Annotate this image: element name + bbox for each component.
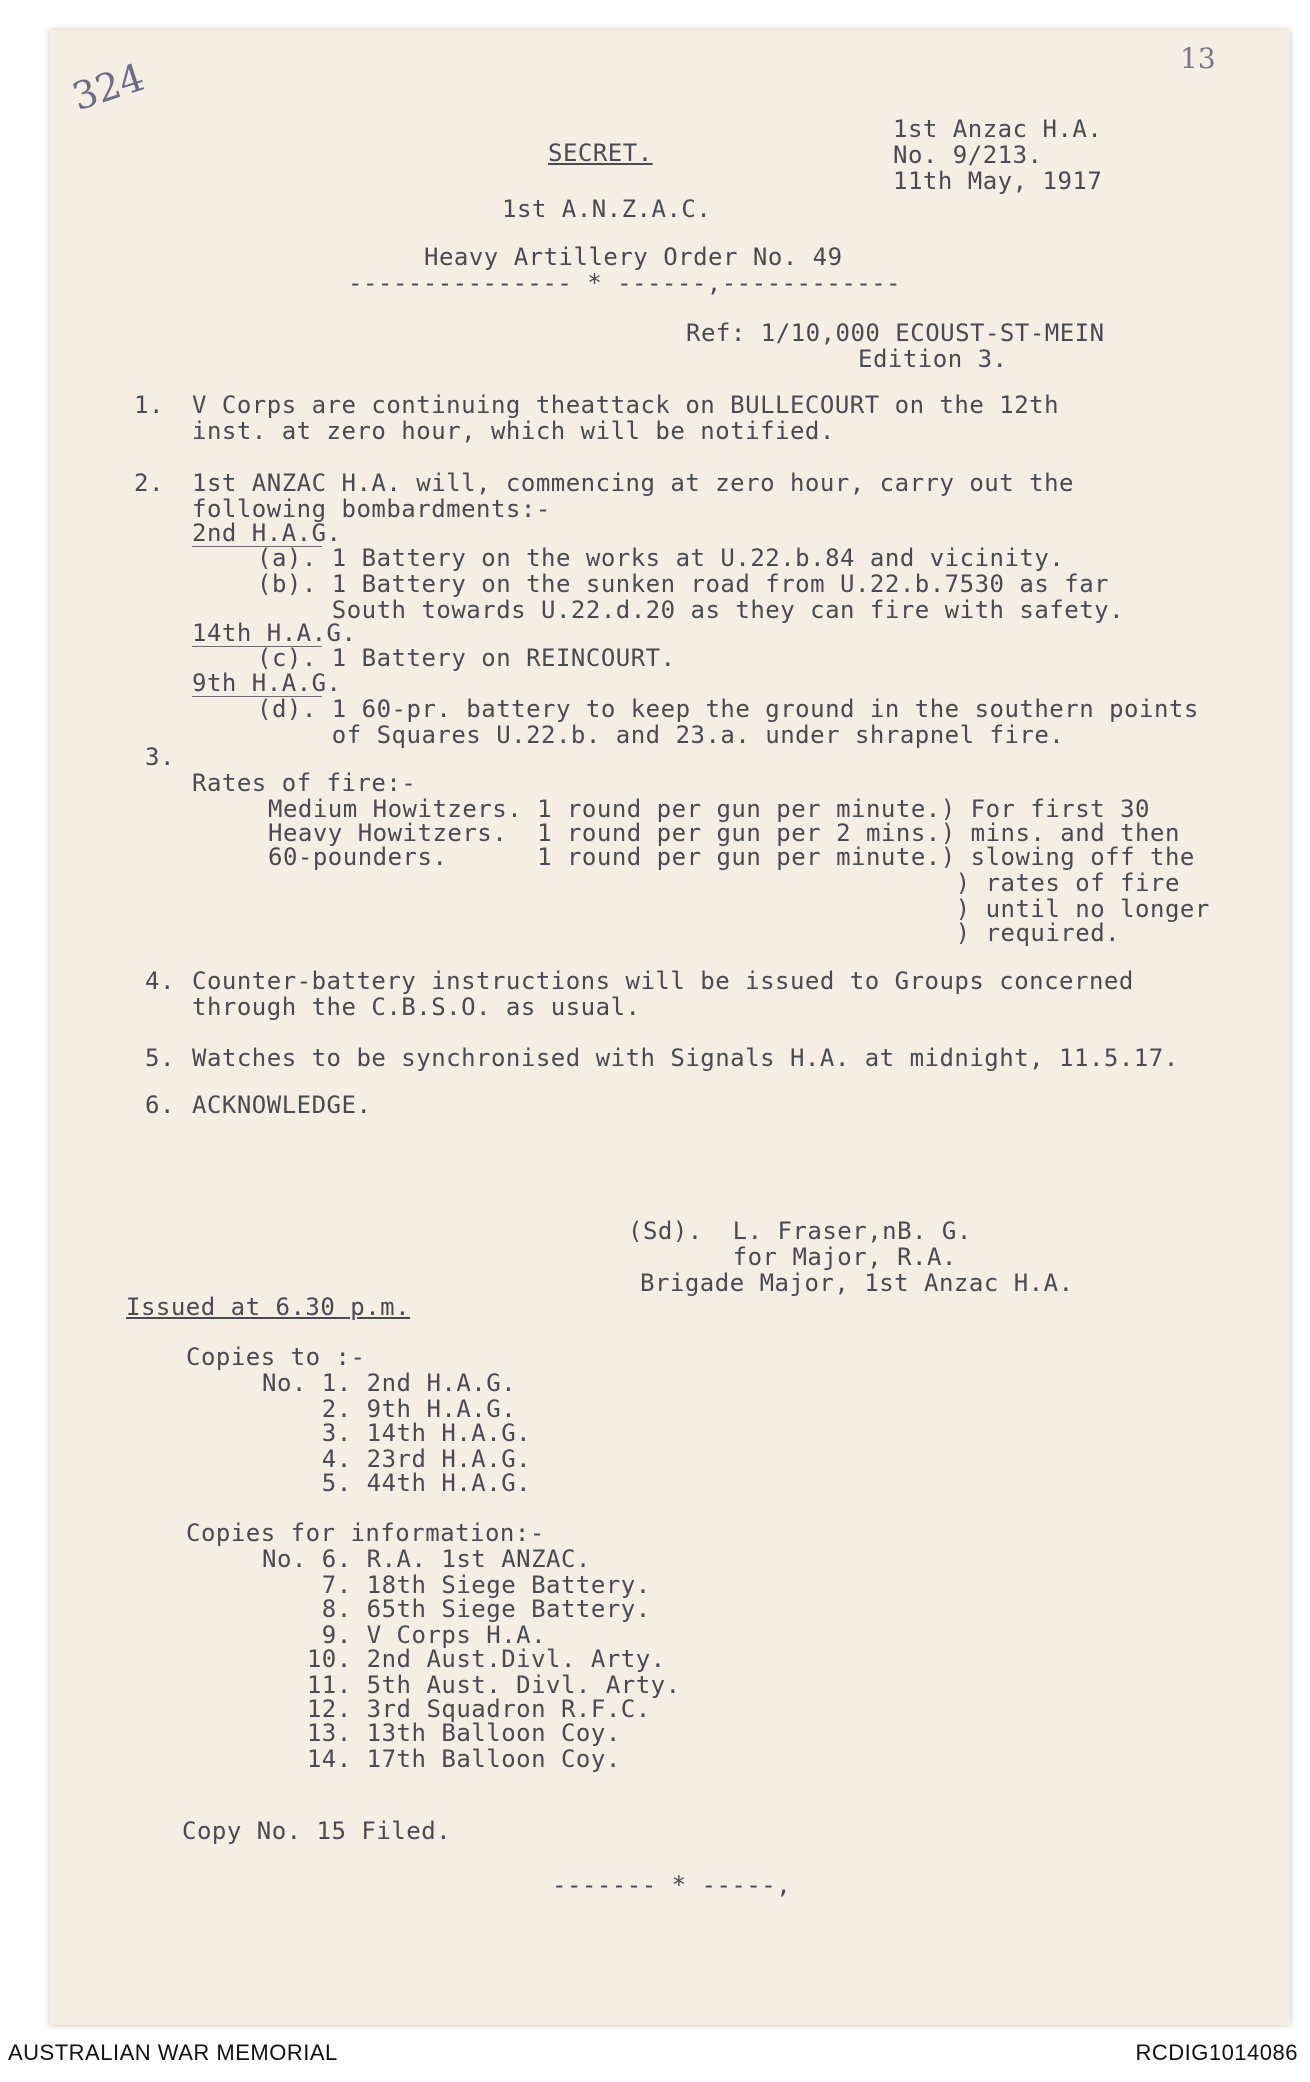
para-1-number: 1.	[134, 391, 164, 419]
map-ref: Ref: 1/10,000 ECOUST-ST-MEIN	[686, 319, 1105, 347]
copy-item: 3. 14th H.A.G.	[262, 1419, 532, 1447]
signature-line: Brigade Major, 1st Anzac H.A.	[640, 1269, 1074, 1297]
heading-divider: --------------- * ------,------------	[348, 269, 902, 297]
rates-title: Rates of fire:-	[192, 769, 417, 797]
para-3-number: 3.	[145, 743, 175, 771]
group-name: 2nd H.A.G.	[192, 519, 342, 547]
copy-item: 4. 23rd H.A.G.	[262, 1445, 532, 1473]
issued-time: Issued at 6.30 p.m.	[126, 1293, 411, 1321]
para-2-line: following bombardments:-	[192, 495, 551, 523]
ref-line-3: 11th May, 1917	[893, 167, 1103, 195]
para-5-number: 5.	[145, 1044, 175, 1072]
copy-info-item: 13. 13th Balloon Coy.	[262, 1719, 621, 1747]
copy-item: 5. 44th H.A.G.	[262, 1469, 532, 1497]
para-6-number: 6.	[145, 1091, 175, 1119]
copy-info-item: 11. 5th Aust. Divl. Arty.	[262, 1671, 681, 1699]
copy-info-item: 7. 18th Siege Battery.	[262, 1571, 651, 1599]
bombardment-item: (a). 1 Battery on the works at U.22.b.84 and vicinity.	[257, 544, 1065, 572]
ref-line-1: 1st Anzac H.A.	[893, 115, 1103, 143]
footer-institution: AUSTRALIAN WAR MEMORIAL	[8, 2040, 338, 2065]
copy-info-item: 14. 17th Balloon Coy.	[262, 1745, 621, 1773]
para-4-number: 4.	[145, 967, 175, 995]
rates-row: 60-pounders. 1 round per gun per minute.) slowing off the	[268, 843, 1195, 871]
copy-item: No. 1. 2nd H.A.G.	[262, 1369, 517, 1397]
unit-heading: 1st A.N.Z.A.C.	[502, 195, 712, 223]
para-5-text: Watches to be synchronised with Signals H.A. at midnight, 11.5.17.	[192, 1044, 1179, 1072]
rates-row: ) required.	[268, 919, 1121, 947]
copies-title: Copies to :-	[186, 1343, 366, 1371]
classification: SECRET.	[548, 139, 653, 167]
rates-row: ) rates of fire	[268, 869, 1180, 897]
rates-row: Medium Howitzers. 1 round per gun per minute.) For first 30	[268, 795, 1151, 823]
para-1-line: V Corps are continuing theattack on BULLECOURT on the 12th	[192, 391, 1060, 419]
copy-info-item: 10. 2nd Aust.Divl. Arty.	[262, 1645, 666, 1673]
para-2-line: 1st ANZAC H.A. will, commencing at zero hour, carry out the	[192, 469, 1075, 497]
handwritten-folio-number: 324	[66, 54, 150, 120]
para-2-number: 2.	[134, 469, 164, 497]
bombardment-item: (c). 1 Battery on REINCOURT.	[257, 644, 676, 672]
para-6-text: ACKNOWLEDGE.	[192, 1091, 372, 1119]
group-name: 14th H.A.G.	[192, 619, 357, 647]
copy-info-item: 9. V Corps H.A.	[262, 1621, 547, 1649]
bombardment-item: of Squares U.22.b. and 23.a. under shrapnel fire.	[257, 721, 1065, 749]
bombardment-item: (b). 1 Battery on the sunken road from U.22.b.7530 as far	[257, 570, 1110, 598]
footer-record-id: RCDIG1014086	[1135, 2040, 1298, 2065]
bombardment-item: South towards U.22.d.20 as they can fire with safety.	[257, 596, 1125, 624]
signature-line: (Sd). L. Fraser,nB. G.	[628, 1217, 972, 1245]
copy-filed: Copy No. 15 Filed.	[182, 1817, 452, 1845]
rates-row: Heavy Howitzers. 1 round per gun per 2 mins.) mins. and then	[268, 819, 1180, 847]
copies-info-title: Copies for information:-	[186, 1519, 545, 1547]
para-4-line: through the C.B.S.O. as usual.	[192, 993, 641, 1021]
order-title: Heavy Artillery Order No. 49	[424, 243, 843, 271]
map-edition: Edition 3.	[858, 345, 1008, 373]
page-number: 13	[1180, 42, 1216, 75]
copy-info-item: 12. 3rd Squadron R.F.C.	[262, 1695, 651, 1723]
ref-line-2: No. 9/213.	[893, 141, 1043, 169]
copy-item: 2. 9th H.A.G.	[262, 1395, 517, 1423]
copy-info-item: 8. 65th Siege Battery.	[262, 1595, 651, 1623]
para-1-line: inst. at zero hour, which will be notified.	[192, 417, 835, 445]
end-mark: ------- * -----,	[552, 1871, 792, 1899]
signature-line: for Major, R.A.	[628, 1243, 957, 1271]
rates-row: ) until no longer	[268, 895, 1210, 923]
copy-info-item: No. 6. R.A. 1st ANZAC.	[262, 1545, 591, 1573]
bombardment-item: (d). 1 60-pr. battery to keep the ground in the southern points	[257, 695, 1199, 723]
group-name: 9th H.A.G.	[192, 669, 342, 697]
para-4-line: Counter-battery instructions will be issued to Groups concerned	[192, 967, 1134, 995]
